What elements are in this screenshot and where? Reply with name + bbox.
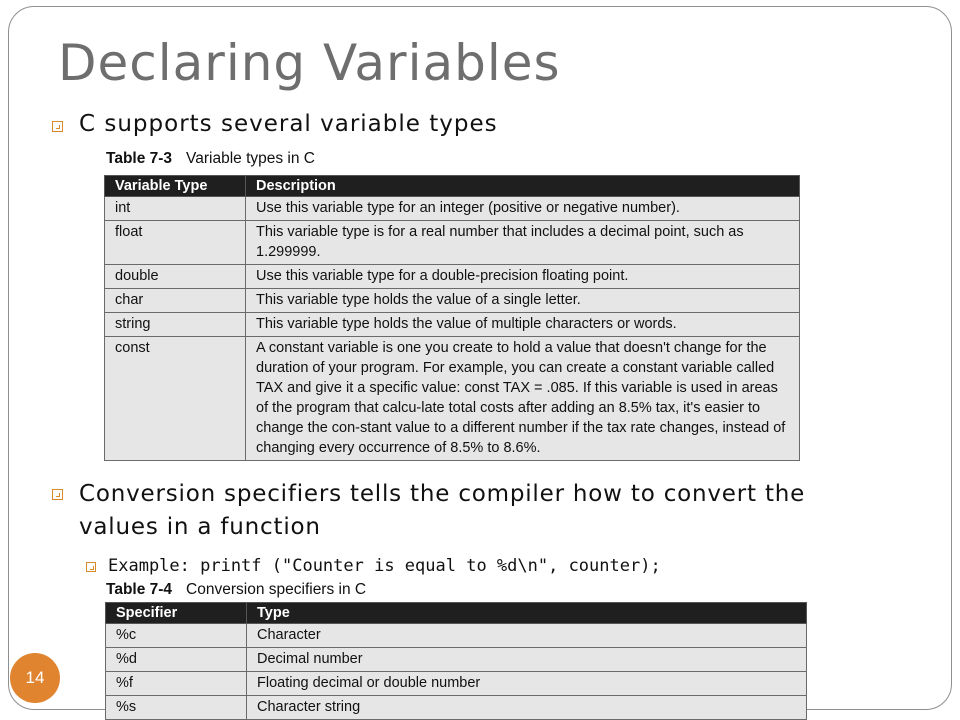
table-row: [106, 624, 807, 648]
table-cell-type: int: [105, 197, 246, 221]
slide-title: Declaring Variables: [58, 34, 561, 92]
table-caption-text: Conversion specifiers in C: [186, 581, 367, 598]
column-header: Type: [247, 603, 807, 624]
table-row: [106, 696, 807, 720]
table-cell-type: Floating decimal or double number: [247, 672, 807, 696]
table-cell-specifier: %s: [106, 696, 247, 720]
table-caption-conversion-specifiers: [106, 581, 366, 599]
table-cell-specifier: %c: [106, 624, 247, 648]
table-cell-type: Character string: [247, 696, 807, 720]
slide-number-badge: 14: [10, 653, 60, 703]
table-caption-text: Variable types in C: [186, 150, 315, 167]
column-header: Specifier: [106, 603, 247, 624]
example-code-text: Example: printf ("Counter is equal to %d\n", counter);: [108, 556, 661, 576]
table-cell-specifier: %d: [106, 648, 247, 672]
table-row: [105, 197, 800, 221]
bullet-text: Conversion specifiers tells the compiler how to convert the values in a function: [79, 481, 806, 540]
table-cell-description: This variable type holds the value of a single letter.: [246, 289, 800, 313]
table-cell-description: A constant variable is one you create to hold a value that doesn't change for the duration of your program. For example, you can create a constant variable called TAX and give it a specific value: const TAX = .085. If this variable is used in areas of the program that calcu-late total costs after adding an 8.5% tax, it's easier to change the con-stant value to a different number if the tax rate changes, instead of changing every occurrence of 8.5% to 8.6%.: [246, 337, 800, 461]
table-cell-type: Decimal number: [247, 648, 807, 672]
column-header: Variable Type: [105, 176, 246, 197]
bullet-example: [86, 556, 661, 576]
table-cell-specifier: %f: [106, 672, 247, 696]
table-row: [105, 337, 800, 461]
checkbox-bullet-icon: [86, 562, 96, 572]
table-header-row: [105, 176, 800, 197]
table-cell-type: const: [105, 337, 246, 461]
variable-types-table: [104, 175, 800, 461]
table-row: [105, 265, 800, 289]
table-row: [105, 221, 800, 265]
table-cell-type: Character: [247, 624, 807, 648]
table-cell-description: Use this variable type for a double-precision floating point.: [246, 265, 800, 289]
table-cell-description: This variable type holds the value of multiple characters or words.: [246, 313, 800, 337]
bullet-text: C supports several variable types: [79, 111, 498, 137]
table-row: [106, 672, 807, 696]
conversion-specifiers-table: [105, 602, 807, 720]
table-cell-description: Use this variable type for an integer (positive or negative number).: [246, 197, 800, 221]
table-cell-type: string: [105, 313, 246, 337]
table-cell-type: char: [105, 289, 246, 313]
bullet-conversion-specifiers: [52, 478, 882, 544]
table-label: Table 7-3: [106, 150, 173, 167]
table-row: [105, 313, 800, 337]
table-row: [105, 289, 800, 313]
column-header: Description: [246, 176, 800, 197]
bullet-variable-types: [52, 111, 498, 137]
table-label: Table 7-4: [106, 581, 173, 598]
checkbox-bullet-icon: [52, 489, 63, 500]
table-row: [106, 648, 807, 672]
table-header-row: [106, 603, 807, 624]
table-cell-description: This variable type is for a real number that includes a decimal point, such as 1.299999.: [246, 221, 800, 265]
table-cell-type: float: [105, 221, 246, 265]
checkbox-bullet-icon: [52, 121, 63, 132]
table-cell-type: double: [105, 265, 246, 289]
table-caption-variable-types: [106, 150, 315, 168]
